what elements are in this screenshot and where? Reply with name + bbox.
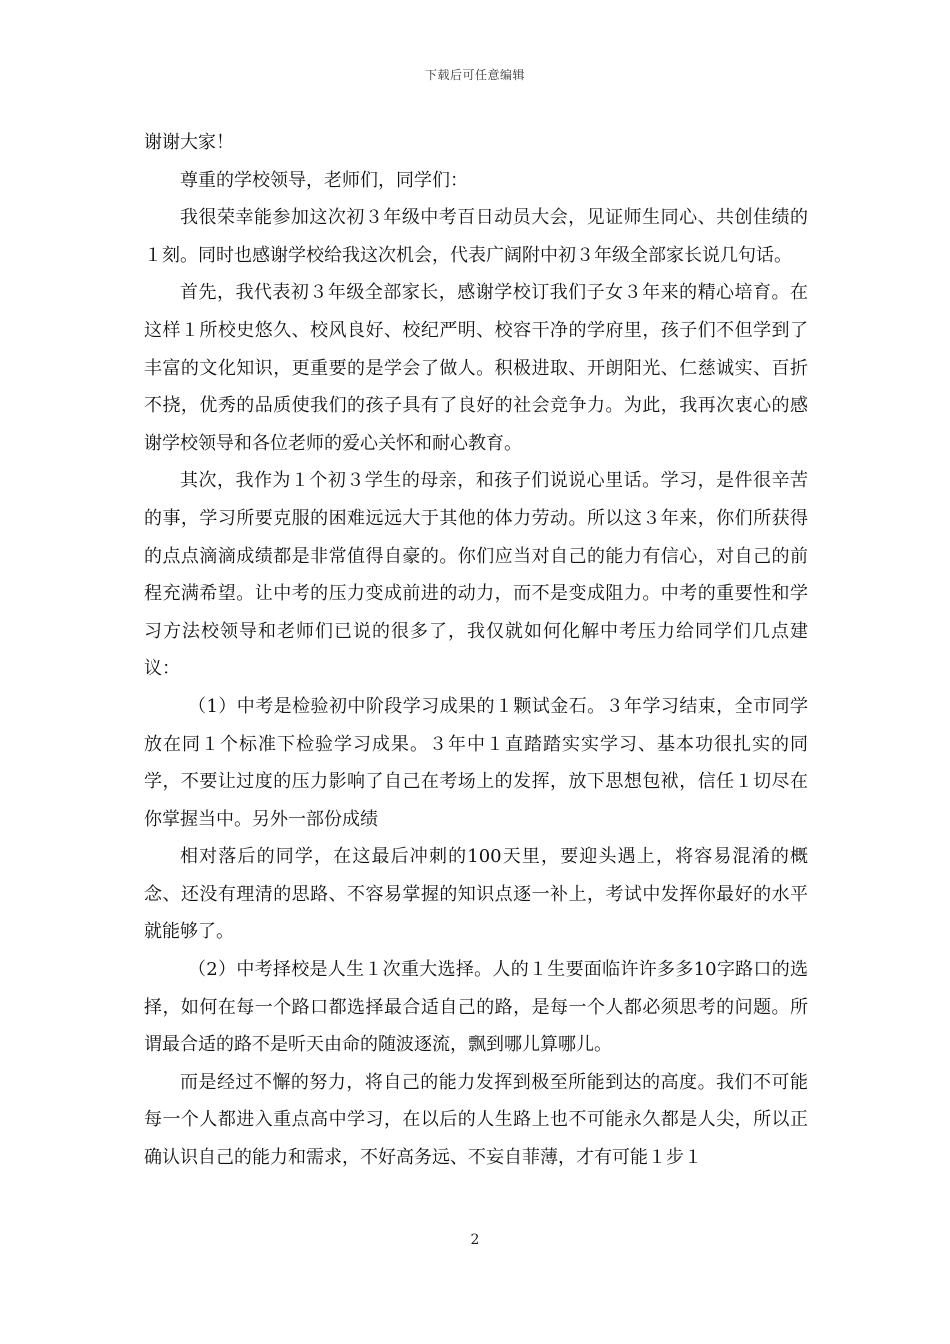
paragraph-gratitude: 首先，我代表初３年级全部家长，感谢学校订我们子女３年来的精心培育。在这样１所校史悠久、校风良好、校纪严明、校容干净的学府里，孩子们不但学到了丰富的文化知识，更重要的是学会了做人。积极进取、开朗阳光、仁慈诚实、百折不挠，优秀的品质使我们的孩子具有了良好的社会竞争力。为此，我再次衷心的感谢学校领导和各位老师的爱心关怀和耐心教育。 <box>144 282 808 454</box>
document-body <box>144 124 808 1177</box>
paragraph-advice-2: （2）中考择校是人生１次重大选择。人的１生要面临许许多多10字路口的选择，如何在每一个路口都选择最合适自己的路，是每一个人都必须思考的问题。所谓最合适的路不是听天由命的随波逐流，飘到哪儿算哪儿。 <box>144 959 808 1056</box>
paragraph-salutation: 尊重的学校领导，老师们，同学们： <box>180 169 468 191</box>
paragraph-advice-intro: 其次，我作为１个初３学生的母亲，和孩子们说说心里话。学习，是件很辛苦的事，学习所要克服的困难远远大于其他的体力劳动。所以这３年来，你们所获得的点点滴滴成绩都是非常值得自豪的。你们应当对自己的能力有信心，对自己的前程充满希望。让中考的压力变成前进的动力，而不是变成阻力。中考的重要性和学习方法校领导和老师们已说的很多了，我仅就如何化解中考压力给同学们几点建议： <box>144 470 808 680</box>
page-header: 下载后可任意编辑 <box>424 68 525 82</box>
paragraph-advice-1-continued: 相对落后的同学，在这最后冲刺的100天里，要迎头遇上，将容易混淆的概念、还没有理清的思路、不容易掌握的知识点逐一补上，考试中发挥你最好的水平就能够了。 <box>144 846 808 943</box>
paragraph-intro: 我很荣幸能参加这次初３年级中考百日动员大会，见证师生同心、共创佳绩的１刻。同时也感谢学校给我这次机会，代表广阔附中初３年级全部家长说几句话。 <box>144 207 808 266</box>
paragraph-advice-1: （1）中考是检验初中阶段学习成果的１颗试金石。３年学习结束，全市同学放在同１个标准下检验学习成果。３年中１直踏踏实实学习、基本功很扎实的同学，不要让过度的压力影响了自己在考场上的发挥，放下思想包袱，信任１切尽在你掌握当中。另外一部份成绩 <box>144 695 808 830</box>
paragraph-closing-thanks: 谢谢大家！ <box>144 132 234 153</box>
page-number: 2 <box>470 1232 480 1248</box>
paragraph-advice-2-continued: 而是经过不懈的努力，将自己的能力发挥到极至所能到达的高度。我们不可能每一个人都进入重点高中学习，在以后的人生路上也不可能永久都是人尖，所以正确认识自己的能力和需求，不好高务远、不妄自菲薄，才有可能１步１ <box>144 1071 808 1169</box>
